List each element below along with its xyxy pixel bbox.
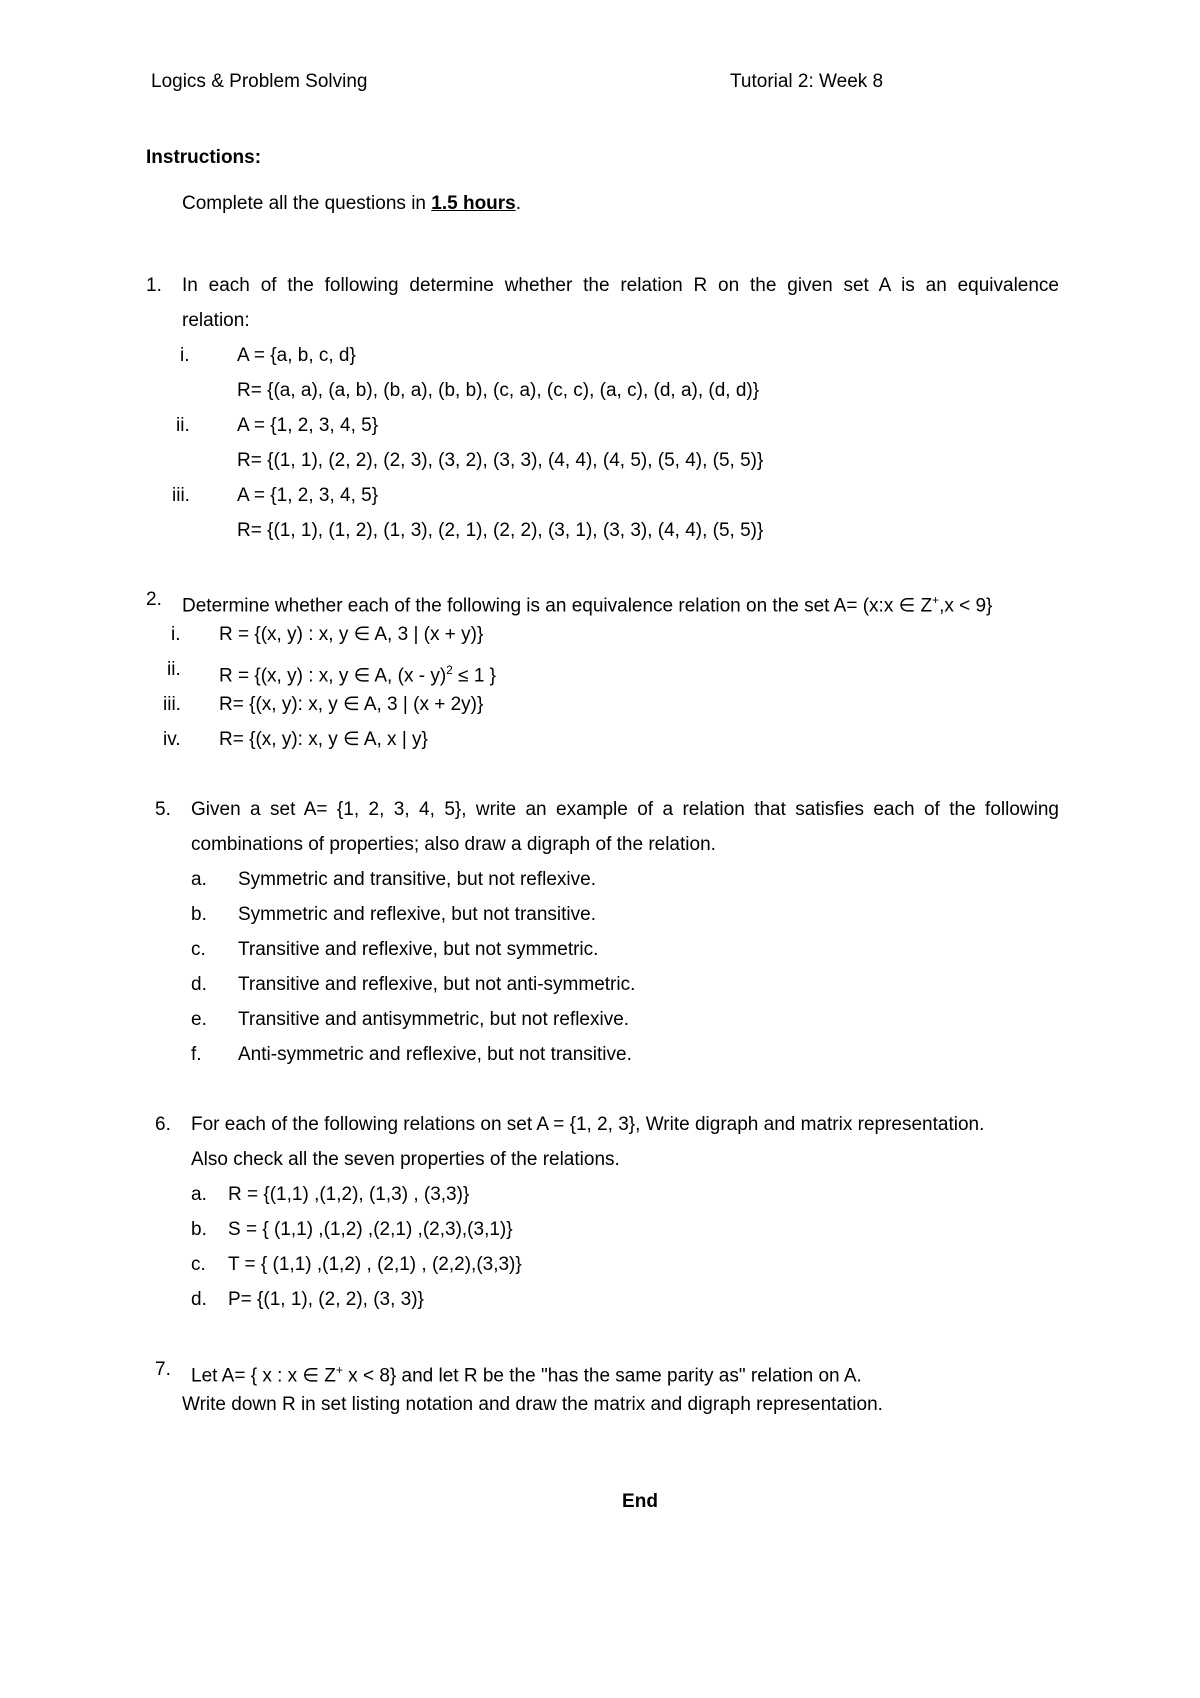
q5-number: 5. — [155, 799, 171, 820]
q2-item-text-end: ≤ 1 } — [452, 665, 497, 687]
q5-item-label: e. — [191, 1009, 207, 1030]
q2-item-label: i. — [171, 624, 181, 645]
q2-item-label: ii. — [167, 659, 181, 680]
instructions-duration: 1.5 hours — [431, 193, 516, 214]
q1-item-relation: R= {(1, 1), (2, 2), (2, 3), (3, 2), (3, 3), (4, 4), (4, 5), (5, 4), (5, 5)} — [237, 450, 764, 471]
q6-item-text: S = { (1,1) ,(1,2) ,(2,1) ,(2,3),(3,1)} — [228, 1219, 513, 1240]
q5-prompt-line1: Given a set A= {1, 2, 3, 4, 5}, write an example of a relation that satisfies each of the following — [191, 799, 1059, 820]
q2-item-label: iv. — [163, 729, 181, 750]
q6-prompt-line1: For each of the following relations on set A = {1, 2, 3}, Write digraph and matrix representation. — [191, 1114, 985, 1135]
q5-item-text: Transitive and reflexive, but not symmetric. — [238, 939, 599, 960]
q5-prompt-line2: combinations of properties; also draw a digraph of the relation. — [191, 834, 716, 855]
q2-item-label: iii. — [163, 694, 181, 715]
q5-item-label: f. — [191, 1044, 202, 1065]
q6-prompt-line2: Also check all the seven properties of the relations. — [191, 1149, 620, 1170]
instructions-heading: Instructions: — [146, 147, 262, 168]
q2-prompt — [182, 588, 992, 618]
q2-item-text-main: R = {(x, y) : x, y ∈ A, (x - y) — [219, 665, 447, 687]
q1-item-set: A = {1, 2, 3, 4, 5} — [237, 485, 379, 506]
tutorial-label: Tutorial 2: Week 8 — [730, 71, 884, 92]
q1-item-set: A = {a, b, c, d} — [237, 345, 356, 366]
instructions-text-after: . — [515, 193, 522, 214]
q2-item-text: R= {(x, y): x, y ∈ A, 3 | (x + 2y)} — [219, 694, 484, 715]
q1-number: 1. — [146, 275, 162, 296]
q5-item-text: Symmetric and transitive, but not reflexive. — [238, 869, 596, 890]
q2-prompt-main: Determine whether each of the following is an equivalence relation on the set A= (x:x ∈ Z — [182, 595, 933, 617]
q2-item-text: R = {(x, y) : x, y ∈ A, 3 | (x + y)} — [219, 624, 484, 645]
q1-prompt-line1: In each of the following determine whether the relation R on the given set A is an equivalence — [182, 275, 1059, 296]
q1-item-relation: R= {(1, 1), (1, 2), (1, 3), (2, 1), (2, 2), (3, 1), (3, 3), (4, 4), (5, 5)} — [237, 520, 764, 541]
q5-item-label: a. — [191, 869, 207, 890]
q5-item-label: c. — [191, 939, 206, 960]
q5-item-text: Transitive and reflexive, but not anti-symmetric. — [238, 974, 636, 995]
q7-prompt-sup: + — [335, 1363, 343, 1377]
q2-number: 2. — [146, 589, 162, 610]
q7-number: 7. — [155, 1359, 171, 1380]
q7-prompt-line1 — [191, 1358, 862, 1388]
instructions-text-before: Complete all the questions in — [182, 193, 432, 214]
q5-item-text: Anti-symmetric and reflexive, but not transitive. — [238, 1044, 632, 1065]
q1-prompt-line2: relation: — [182, 310, 250, 331]
instructions-text — [182, 192, 521, 216]
q6-item-label: c. — [191, 1254, 206, 1275]
q1-item-label: ii. — [176, 415, 190, 436]
q1-item-label: i. — [180, 345, 190, 366]
q7-prompt-end: x < 8} and let R be the "has the same parity as" relation on A. — [342, 1365, 862, 1387]
q6-item-text: R = {(1,1) ,(1,2), (1,3) , (3,3)} — [228, 1184, 470, 1205]
q2-item-text: R= {(x, y): x, y ∈ A, x | y} — [219, 729, 428, 750]
q7-prompt-line2: Write down R in set listing notation and draw the matrix and digraph representation. — [182, 1394, 883, 1415]
q5-item-text: Symmetric and reflexive, but not transitive. — [238, 904, 596, 925]
end-label: End — [622, 1491, 658, 1512]
q2-item-text — [219, 658, 496, 688]
q6-item-label: a. — [191, 1184, 207, 1205]
q7-prompt-main: Let A= { x : x ∈ Z — [191, 1365, 336, 1387]
q5-item-label: d. — [191, 974, 207, 995]
q2-item-sup: 2 — [446, 663, 453, 677]
q2-prompt-end: ,x < 9} — [939, 595, 993, 617]
q1-item-label: iii. — [172, 485, 190, 506]
q1-item-set: A = {1, 2, 3, 4, 5} — [237, 415, 379, 436]
q5-item-text: Transitive and antisymmetric, but not reflexive. — [238, 1009, 630, 1030]
q2-prompt-sup: + — [932, 593, 940, 607]
q1-item-relation: R= {(a, a), (a, b), (b, a), (b, b), (c, a), (c, c), (a, c), (d, a), (d, d)} — [237, 380, 760, 401]
q6-item-text: T = { (1,1) ,(1,2) , (2,1) , (2,2),(3,3)} — [228, 1254, 522, 1275]
q5-item-label: b. — [191, 904, 207, 925]
q6-number: 6. — [155, 1114, 171, 1135]
course-title: Logics & Problem Solving — [151, 71, 368, 92]
q6-item-label: d. — [191, 1289, 207, 1310]
q6-item-label: b. — [191, 1219, 207, 1240]
q6-item-text: P= {(1, 1), (2, 2), (3, 3)} — [228, 1289, 424, 1310]
